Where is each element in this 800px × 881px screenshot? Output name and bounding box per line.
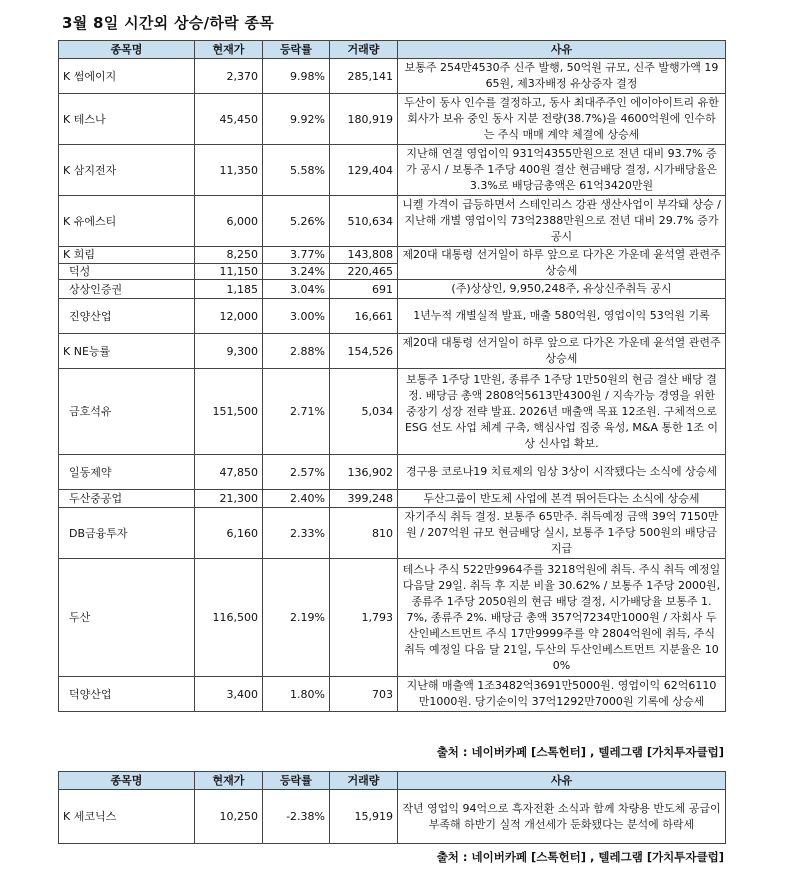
- stock-name: 두산중공업: [59, 490, 195, 508]
- trade-volume: 5,034: [330, 369, 398, 455]
- trade-volume: 703: [330, 677, 398, 712]
- change-rate: 3.77%: [263, 247, 330, 264]
- table-row: [59, 145, 726, 196]
- trade-volume: 129,404: [330, 145, 398, 196]
- reason-text: 지난해 매출액 1조3482억3691만5000원. 영업이익 62억6110만1000원. 당기순이익 37억1292만7000원 기록에 상승세: [398, 677, 726, 712]
- table-row: [59, 247, 726, 264]
- trade-volume: 16,661: [330, 299, 398, 334]
- trade-volume: 136,902: [330, 455, 398, 490]
- header-name: 종목명: [59, 772, 195, 790]
- current-price: 6,160: [195, 508, 263, 559]
- stock-name: DB금융투자: [59, 508, 195, 559]
- current-price: 6,000: [195, 196, 263, 247]
- stock-name: 덕양산업: [59, 677, 195, 712]
- table-row: [59, 334, 726, 369]
- reason-text: 1년누적 개별실적 발표, 매출 580억원, 영업이익 53억원 기록: [398, 299, 726, 334]
- page-title: 3월 8일 시간외 상승/하락 종목: [62, 14, 275, 32]
- trade-volume: 154,526: [330, 334, 398, 369]
- current-price: 47,850: [195, 455, 263, 490]
- reason-text: 보통주 1주당 1만원, 종류주 1주당 1만50원의 현금 결산 배당 결정. 배당금 총액 2808억5613만4300원 / 지속가능 경영을 위한 중장기 성장 전략 발표. 2026년 매출액 목표 12조원. 구체적으로 ESG 선도 사업 체계 구축, 핵심사업 집중 육성, M&A 통한 1조 이상 신사업 확보.: [398, 369, 726, 455]
- stock-name: 금호석유: [59, 369, 195, 455]
- trade-volume: 399,248: [330, 490, 398, 508]
- fall-table-header: [59, 772, 726, 790]
- reason-text: 지난해 연결 영업이익 931억4355만원으로 전년 대비 93.7% 증가 공시 / 보통주 1주당 400원 결산 현금배당 결정, 시가배당율은 3.3%로 배당금총액은 61억3420만원: [398, 145, 726, 196]
- change-rate: 9.98%: [263, 59, 330, 94]
- change-rate: 3.04%: [263, 280, 330, 299]
- table-row: [59, 559, 726, 677]
- table-row: [59, 59, 726, 94]
- change-rate: 2.57%: [263, 455, 330, 490]
- header-price: 현재가: [195, 772, 263, 790]
- table-row: [59, 196, 726, 247]
- trade-volume: 285,141: [330, 59, 398, 94]
- current-price: 2,370: [195, 59, 263, 94]
- stock-name: K 세코닉스: [59, 790, 195, 844]
- header-rate: 등락률: [263, 772, 330, 790]
- rise-table: [58, 40, 726, 712]
- current-price: 116,500: [195, 559, 263, 677]
- stock-name: K 썸에이지: [59, 59, 195, 94]
- change-rate: 2.33%: [263, 508, 330, 559]
- rise-table-header: [59, 41, 726, 59]
- current-price: 8,250: [195, 247, 263, 264]
- change-rate: 9.92%: [263, 94, 330, 145]
- change-rate: 1.80%: [263, 677, 330, 712]
- current-price: 12,000: [195, 299, 263, 334]
- stock-name: K 유에스티: [59, 196, 195, 247]
- header-volume: 거래량: [330, 41, 398, 59]
- change-rate: 2.88%: [263, 334, 330, 369]
- header-price: 현재가: [195, 41, 263, 59]
- change-rate: 5.58%: [263, 145, 330, 196]
- reason-text: 두산그룹이 반도체 사업에 본격 뛰어든다는 소식에 상승세: [398, 490, 726, 508]
- change-rate: 2.40%: [263, 490, 330, 508]
- reason-text: 제20대 대통령 선거일이 하루 앞으로 다가온 가운데 윤석열 관련주 상승세: [398, 247, 726, 280]
- current-price: 45,450: [195, 94, 263, 145]
- change-rate: 3.00%: [263, 299, 330, 334]
- table-row: [59, 369, 726, 455]
- reason-text: (주)상상인, 9,950,248주, 유상신주취득 공시: [398, 280, 726, 299]
- reason-text: 니켈 가격이 급등하면서 스테인리스 강관 생산사업이 부각돼 상승 / 지난해 개별 영업이익 73억2388만원으로 전년 대비 29.7% 증가 공시: [398, 196, 726, 247]
- change-rate: 5.26%: [263, 196, 330, 247]
- source-caption: 출처 : 네이버카페 [스톡헌터] , 텔레그램 [가치투자클럽]: [436, 850, 724, 864]
- fall-table: [58, 771, 726, 844]
- stock-name: 진양산업: [59, 299, 195, 334]
- trade-volume: 810: [330, 508, 398, 559]
- header-name: 종목명: [59, 41, 195, 59]
- stock-name: K 테스나: [59, 94, 195, 145]
- current-price: 11,350: [195, 145, 263, 196]
- stock-name: K 희림: [59, 247, 195, 264]
- trade-volume: 143,808: [330, 247, 398, 264]
- current-price: 21,300: [195, 490, 263, 508]
- trade-volume: 15,919: [330, 790, 398, 844]
- current-price: 11,150: [195, 263, 263, 280]
- trade-volume: 1,793: [330, 559, 398, 677]
- change-rate: -2.38%: [263, 790, 330, 844]
- table-row: [59, 508, 726, 559]
- trade-volume: 691: [330, 280, 398, 299]
- stock-name: 덕성: [59, 263, 195, 280]
- source-caption: 출처 : 네이버카페 [스톡헌터] , 텔레그램 [가치투자클럽]: [436, 745, 724, 759]
- table-row: [59, 94, 726, 145]
- current-price: 9,300: [195, 334, 263, 369]
- stock-name: K NE능률: [59, 334, 195, 369]
- current-price: 10,250: [195, 790, 263, 844]
- change-rate: 2.71%: [263, 369, 330, 455]
- stock-name: 상상인증권: [59, 280, 195, 299]
- change-rate: 3.24%: [263, 263, 330, 280]
- reason-text: 경구용 코로나19 치료제의 임상 3상이 시작됐다는 소식에 상승세: [398, 455, 726, 490]
- reason-text: 자기주식 취득 결정. 보통주 65만주. 취득예정 금액 39억 7150만원 / 207억원 규모 현금배당 실시, 보통주 1주당 500원의 배당금 지급: [398, 508, 726, 559]
- change-rate: 2.19%: [263, 559, 330, 677]
- table-row: [59, 790, 726, 844]
- header-reason: 사유: [398, 41, 726, 59]
- trade-volume: 220,465: [330, 263, 398, 280]
- header-volume: 거래량: [330, 772, 398, 790]
- header-reason: 사유: [398, 772, 726, 790]
- stock-name: 일동제약: [59, 455, 195, 490]
- reason-text: 보통주 254만4530주 신주 발행, 50억원 규모, 신주 발행가액 1965원, 제3자배정 유상증자 결정: [398, 59, 726, 94]
- stock-name: K 삼지전자: [59, 145, 195, 196]
- trade-volume: 510,634: [330, 196, 398, 247]
- reason-text: 작년 영업익 94억으로 흑자전환 소식과 함께 차량용 반도체 공급이 부족해 하반기 실적 개선세가 둔화됐다는 분석에 하락세: [398, 790, 726, 844]
- reason-text: 두산이 동사 인수를 결정하고, 동사 최대주주인 에이아이트리 유한회사가 보유 중인 동사 지분 전량(38.7%)을 4600억원에 인수하는 주식 매매 계약 체결에 상승세: [398, 94, 726, 145]
- header-rate: 등락률: [263, 41, 330, 59]
- stock-name: 두산: [59, 559, 195, 677]
- table-row: [59, 677, 726, 712]
- current-price: 1,185: [195, 280, 263, 299]
- reason-text: 제20대 대통령 선거일이 하루 앞으로 다가온 가운데 윤석열 관련주 상승세: [398, 334, 726, 369]
- table-row: [59, 455, 726, 490]
- current-price: 3,400: [195, 677, 263, 712]
- reason-text: 테스나 주식 522만9964주를 3218억원에 취득. 주식 취득 예정일 다음달 29일. 취득 후 지분 비율 30.62% / 보통주 1주당 2000원, 종류주 1주당 2050원의 현금 배당 결정, 시가배당율 보통주 1.7%, 종류주 2%. 배당금 총액 357억7234만1000원 / 자회사 두산인베스트먼트 주식 17만9999주를 약 2804억원에 취득, 주식 취득 예정일 다음 달 21일, 두산의 두산인베스트먼트 지분율은 100%: [398, 559, 726, 677]
- table-row: [59, 280, 726, 299]
- table-row: [59, 299, 726, 334]
- table-row: [59, 490, 726, 508]
- current-price: 151,500: [195, 369, 263, 455]
- trade-volume: 180,919: [330, 94, 398, 145]
